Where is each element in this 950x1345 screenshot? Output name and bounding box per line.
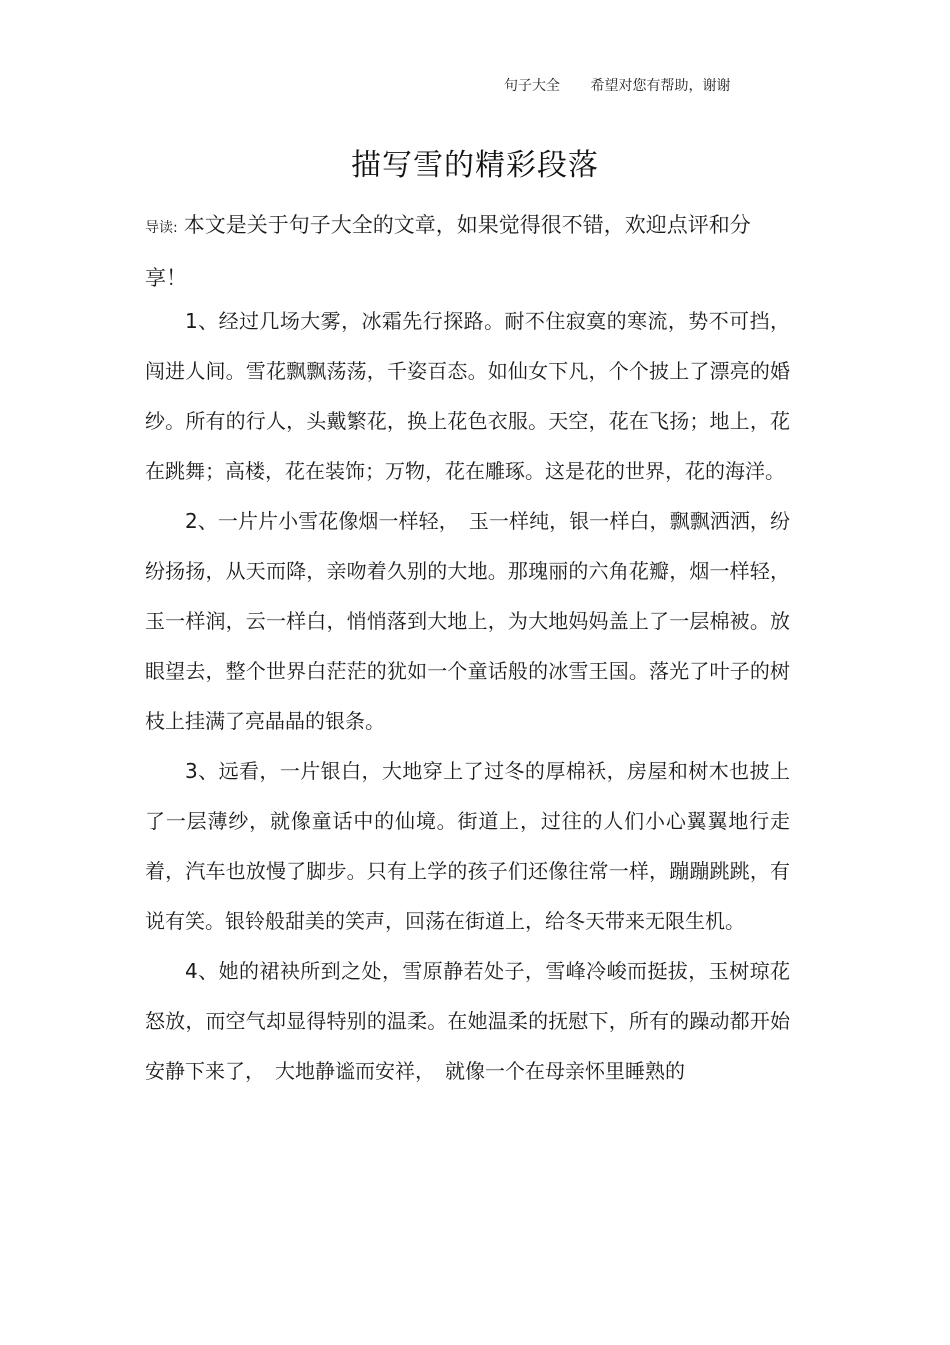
article-body	[145, 296, 790, 1096]
header-site-name: 句子大全	[504, 78, 560, 94]
page-header	[504, 75, 730, 95]
document-title: 描写雪的精彩段落	[351, 148, 599, 183]
paragraph-3: 3、远看，一片银白，大地穿上了过冬的厚棉袄，房屋和树木也披上了一层薄纱，就像童话中的仙境。街道上，过往的人们小心翼翼地行走着，汽车也放慢了脚步。只有上学的孩子们还像往常一样，蹦蹦跳跳，有说有笑。银铃般甜美的笑声，回荡在街道上，给冬天带来无限生机。	[145, 759, 790, 933]
intro-text: 本文是关于句子大全的文章，如果觉得很不错，欢迎点评和分享！	[145, 213, 751, 290]
paragraph-1: 1、经过几场大雾，冰霜先行探路。耐不住寂寞的寒流，势不可挡，闯进人间。雪花飘飘荡荡，千姿百态。如仙女下凡，个个披上了漂亮的婚纱。所有的行人，头戴繁花，换上花色衣服。天空，花在飞扬；地上，花在跳舞；高楼，花在装饰；万物，花在雕琢。这是花的世界，花的海洋。	[145, 309, 790, 483]
intro-label: 导读:	[145, 220, 178, 236]
paragraph-4: 4、她的裙袂所到之处，雪原静若处子，雪峰冷峻而挺拔，玉树琼花怒放，而空气却显得特别的温柔。在她温柔的抚慰下，所有的躁动都开始安静下来了， 大地静谧而安祥， 就像一个在母亲怀里睡熟的	[145, 959, 790, 1083]
paragraph-2: 2、一片片小雪花像烟一样轻， 玉一样纯，银一样白，飘飘洒洒，纷纷扬扬，从天而降，亲吻着久别的大地。那瑰丽的六角花瓣，烟一样轻，玉一样润，云一样白，悄悄落到大地上，为大地妈妈盖上了一层棉被。放眼望去，整个世界白茫茫的犹如一个童话般的冰雪王国。落光了叶子的树枝上挂满了亮晶晶的银条。	[145, 509, 790, 733]
intro-block	[145, 200, 765, 303]
header-slogan: 希望对您有帮助，谢谢	[590, 78, 731, 94]
